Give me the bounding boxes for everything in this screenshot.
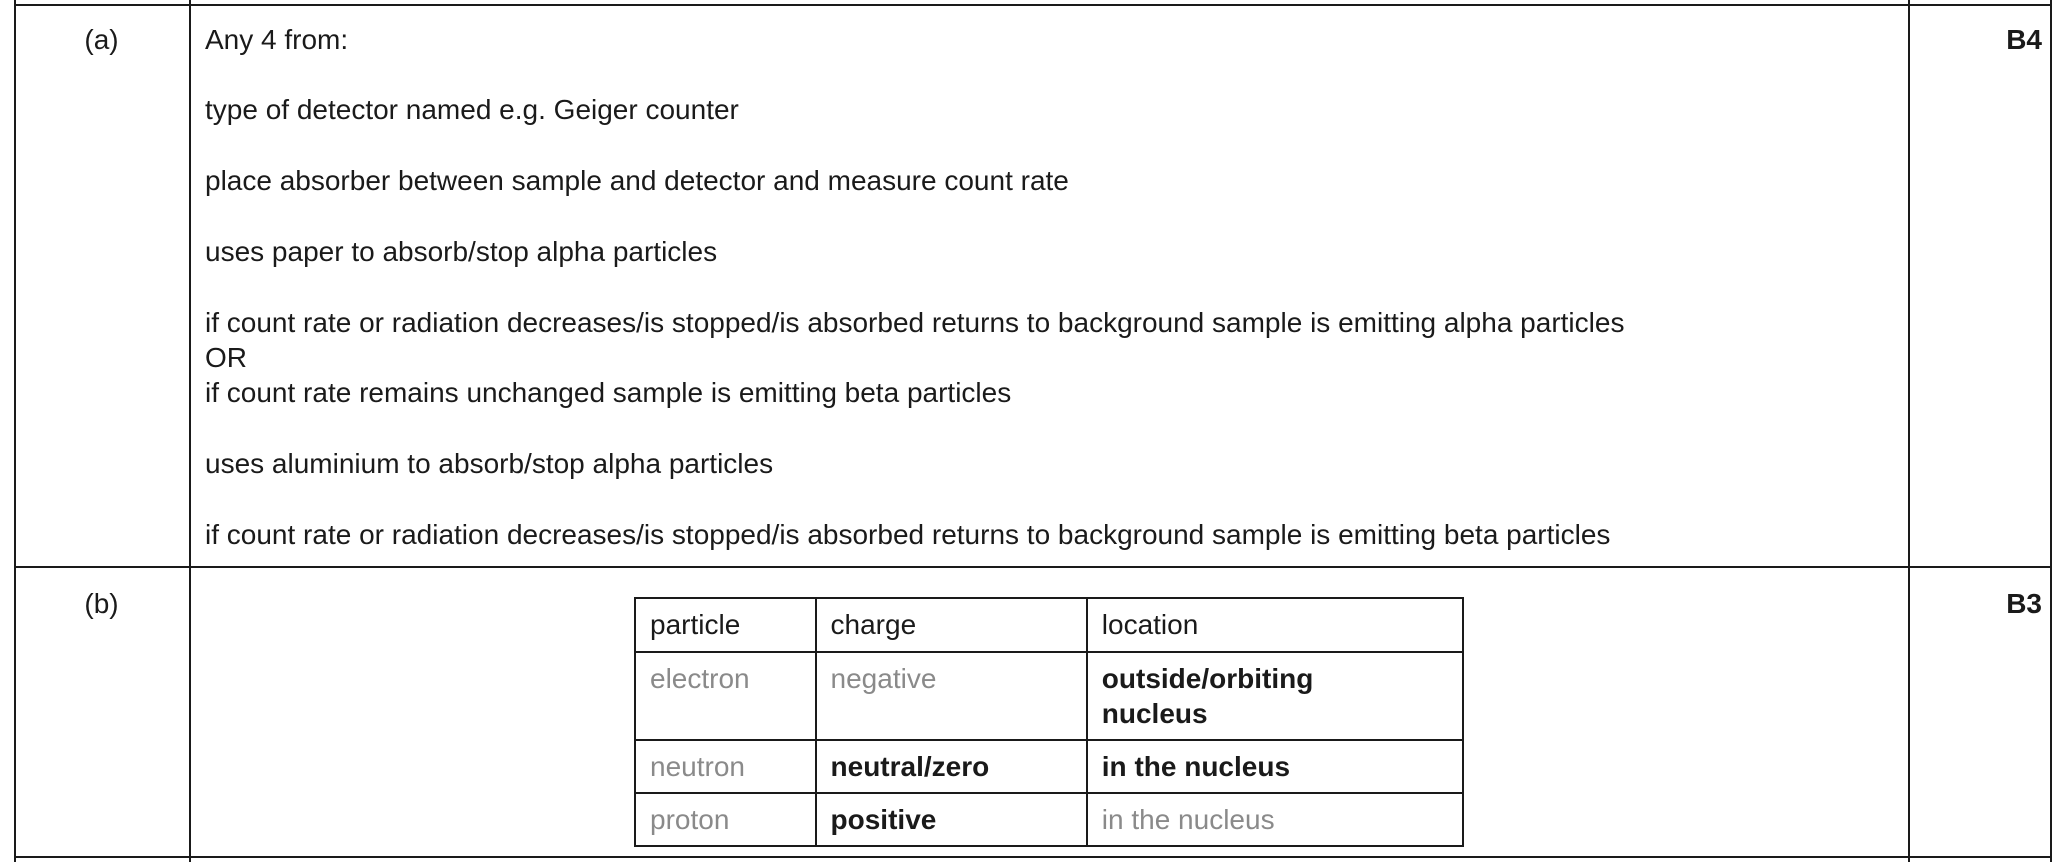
particle-table	[634, 597, 1464, 847]
cell-location-electron: outside/orbiting nucleus	[1087, 652, 1463, 740]
right-border	[2050, 0, 2052, 862]
header-charge: charge	[816, 598, 1087, 652]
part-a-mark: B4	[2006, 24, 2042, 55]
answer-line-aluminium: uses aluminium to absorb/stop alpha particles	[205, 448, 774, 479]
table-row	[635, 652, 1463, 740]
header-particle: particle	[635, 598, 816, 652]
header-location: location	[1087, 598, 1463, 652]
row-divider	[14, 566, 2052, 568]
cell-charge-electron: negative	[816, 652, 1087, 740]
answer-line-detector: type of detector named e.g. Geiger counter	[205, 94, 739, 125]
answer-line-absorber: place absorber between sample and detector and measure count rate	[205, 165, 1069, 196]
answer-line-beta-unchanged: if count rate remains unchanged sample is emitting beta particles	[205, 377, 1012, 408]
answer-line-paper: uses paper to absorb/stop alpha particles	[205, 236, 718, 267]
cell-charge-neutron: neutral/zero	[816, 740, 1087, 793]
cell-particle-proton: proton	[635, 793, 816, 846]
left-border	[14, 0, 16, 862]
answer-line-or: OR	[205, 342, 247, 373]
cell-particle-neutron: neutron	[635, 740, 816, 793]
answer-line-beta-result: if count rate or radiation decreases/is stopped/is absorbed returns to background sample is emitting beta particles	[205, 519, 1611, 550]
cell-charge-proton: positive	[816, 793, 1087, 846]
part-b-mark: B3	[2006, 588, 2042, 619]
answer-line-intro: Any 4 from:	[205, 24, 349, 55]
question-column-divider	[189, 0, 191, 862]
particle-table-header-row	[635, 598, 1463, 652]
cell-location-neutron: in the nucleus	[1087, 740, 1463, 793]
top-border	[14, 4, 2052, 6]
table-row	[635, 740, 1463, 793]
mark-column-divider	[1908, 0, 1910, 862]
part-a-label: (a)	[84, 24, 119, 55]
table-row	[635, 793, 1463, 846]
cell-location-proton: in the nucleus	[1087, 793, 1463, 846]
cell-particle-electron: electron	[635, 652, 816, 740]
bottom-border	[14, 856, 2052, 858]
answer-line-alpha-result: if count rate or radiation decreases/is stopped/is absorbed returns to background sample is emitting alpha particles	[205, 307, 1625, 338]
part-b-label: (b)	[84, 588, 119, 619]
